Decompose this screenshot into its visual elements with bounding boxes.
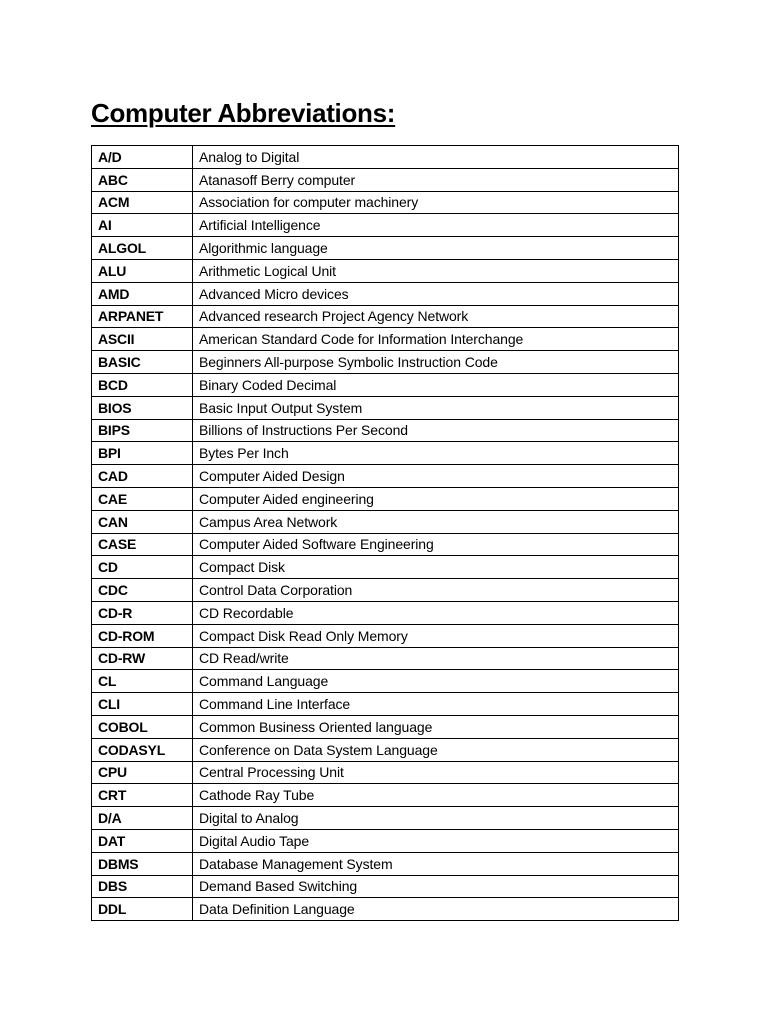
abbreviation-cell: CRT xyxy=(92,784,193,807)
table-row xyxy=(92,191,679,214)
table-row xyxy=(92,898,679,921)
meaning-cell: Advanced research Project Agency Network xyxy=(193,305,679,328)
meaning-cell: Digital to Analog xyxy=(193,807,679,830)
abbreviation-cell: ABC xyxy=(92,168,193,191)
meaning-cell: Artificial Intelligence xyxy=(193,214,679,237)
meaning-cell: Advanced Micro devices xyxy=(193,282,679,305)
abbreviation-cell: CD xyxy=(92,556,193,579)
page-title: Computer Abbreviations: xyxy=(91,98,396,128)
abbreviation-cell: CAN xyxy=(92,510,193,533)
abbreviation-cell: BASIC xyxy=(92,351,193,374)
meaning-cell: Campus Area Network xyxy=(193,510,679,533)
abbreviation-cell: CD-ROM xyxy=(92,624,193,647)
abbreviation-cell: A/D xyxy=(92,146,193,169)
meaning-cell: CD Read/write xyxy=(193,647,679,670)
meaning-cell: Compact Disk xyxy=(193,556,679,579)
abbreviation-cell: DBMS xyxy=(92,852,193,875)
table-row xyxy=(92,556,679,579)
abbreviation-cell: CDC xyxy=(92,579,193,602)
meaning-cell: Command Line Interface xyxy=(193,693,679,716)
meaning-cell: Common Business Oriented language xyxy=(193,715,679,738)
table-row xyxy=(92,259,679,282)
abbreviation-cell: AMD xyxy=(92,282,193,305)
abbreviation-cell: AI xyxy=(92,214,193,237)
meaning-cell: Bytes Per Inch xyxy=(193,442,679,465)
meaning-cell: Binary Coded Decimal xyxy=(193,373,679,396)
abbreviation-cell: BCD xyxy=(92,373,193,396)
meaning-cell: Beginners All-purpose Symbolic Instruction Code xyxy=(193,351,679,374)
table-row xyxy=(92,807,679,830)
table-row xyxy=(92,647,679,670)
table-row xyxy=(92,875,679,898)
abbreviations-table-body xyxy=(92,146,679,921)
meaning-cell: Data Definition Language xyxy=(193,898,679,921)
abbreviation-cell: BPI xyxy=(92,442,193,465)
abbreviation-cell: CD-R xyxy=(92,601,193,624)
meaning-cell: Billions of Instructions Per Second xyxy=(193,419,679,442)
table-row xyxy=(92,487,679,510)
abbreviation-cell: CLI xyxy=(92,693,193,716)
table-row xyxy=(92,305,679,328)
abbreviation-cell: CODASYL xyxy=(92,738,193,761)
table-row xyxy=(92,328,679,351)
meaning-cell: Analog to Digital xyxy=(193,146,679,169)
meaning-cell: Atanasoff Berry computer xyxy=(193,168,679,191)
table-row xyxy=(92,282,679,305)
meaning-cell: Association for computer machinery xyxy=(193,191,679,214)
meaning-cell: Basic Input Output System xyxy=(193,396,679,419)
table-row xyxy=(92,396,679,419)
meaning-cell: Command Language xyxy=(193,670,679,693)
abbreviation-cell: ACM xyxy=(92,191,193,214)
table-row xyxy=(92,419,679,442)
abbreviation-cell: CAE xyxy=(92,487,193,510)
table-row xyxy=(92,237,679,260)
abbreviation-cell: CAD xyxy=(92,465,193,488)
abbreviation-cell: ASCII xyxy=(92,328,193,351)
abbreviation-cell: ARPANET xyxy=(92,305,193,328)
abbreviation-cell: BIPS xyxy=(92,419,193,442)
table-row xyxy=(92,214,679,237)
abbreviation-cell: DBS xyxy=(92,875,193,898)
abbreviation-cell: CASE xyxy=(92,533,193,556)
meaning-cell: Digital Audio Tape xyxy=(193,829,679,852)
table-row xyxy=(92,601,679,624)
table-row xyxy=(92,670,679,693)
table-row xyxy=(92,852,679,875)
meaning-cell: Computer Aided Software Engineering xyxy=(193,533,679,556)
meaning-cell: Database Management System xyxy=(193,852,679,875)
meaning-cell: Computer Aided Design xyxy=(193,465,679,488)
table-row xyxy=(92,715,679,738)
table-row xyxy=(92,465,679,488)
abbreviation-cell: BIOS xyxy=(92,396,193,419)
meaning-cell: Control Data Corporation xyxy=(193,579,679,602)
meaning-cell: CD Recordable xyxy=(193,601,679,624)
meaning-cell: American Standard Code for Information Interchange xyxy=(193,328,679,351)
table-row xyxy=(92,761,679,784)
abbreviation-cell: DDL xyxy=(92,898,193,921)
meaning-cell: Arithmetic Logical Unit xyxy=(193,259,679,282)
table-row xyxy=(92,351,679,374)
table-row xyxy=(92,784,679,807)
meaning-cell: Conference on Data System Language xyxy=(193,738,679,761)
meaning-cell: Central Processing Unit xyxy=(193,761,679,784)
table-row xyxy=(92,533,679,556)
table-row xyxy=(92,693,679,716)
table-row xyxy=(92,624,679,647)
abbreviation-cell: DAT xyxy=(92,829,193,852)
abbreviation-cell: CPU xyxy=(92,761,193,784)
abbreviation-cell: CD-RW xyxy=(92,647,193,670)
meaning-cell: Compact Disk Read Only Memory xyxy=(193,624,679,647)
abbreviation-cell: ALU xyxy=(92,259,193,282)
table-row xyxy=(92,829,679,852)
meaning-cell: Demand Based Switching xyxy=(193,875,679,898)
meaning-cell: Computer Aided engineering xyxy=(193,487,679,510)
table-row xyxy=(92,738,679,761)
table-row xyxy=(92,579,679,602)
table-row xyxy=(92,146,679,169)
abbreviation-cell: ALGOL xyxy=(92,237,193,260)
table-row xyxy=(92,373,679,396)
meaning-cell: Cathode Ray Tube xyxy=(193,784,679,807)
abbreviation-cell: D/A xyxy=(92,807,193,830)
table-row xyxy=(92,168,679,191)
abbreviations-table xyxy=(91,145,679,921)
meaning-cell: Algorithmic language xyxy=(193,237,679,260)
abbreviation-cell: COBOL xyxy=(92,715,193,738)
table-row xyxy=(92,510,679,533)
table-row xyxy=(92,442,679,465)
abbreviation-cell: CL xyxy=(92,670,193,693)
